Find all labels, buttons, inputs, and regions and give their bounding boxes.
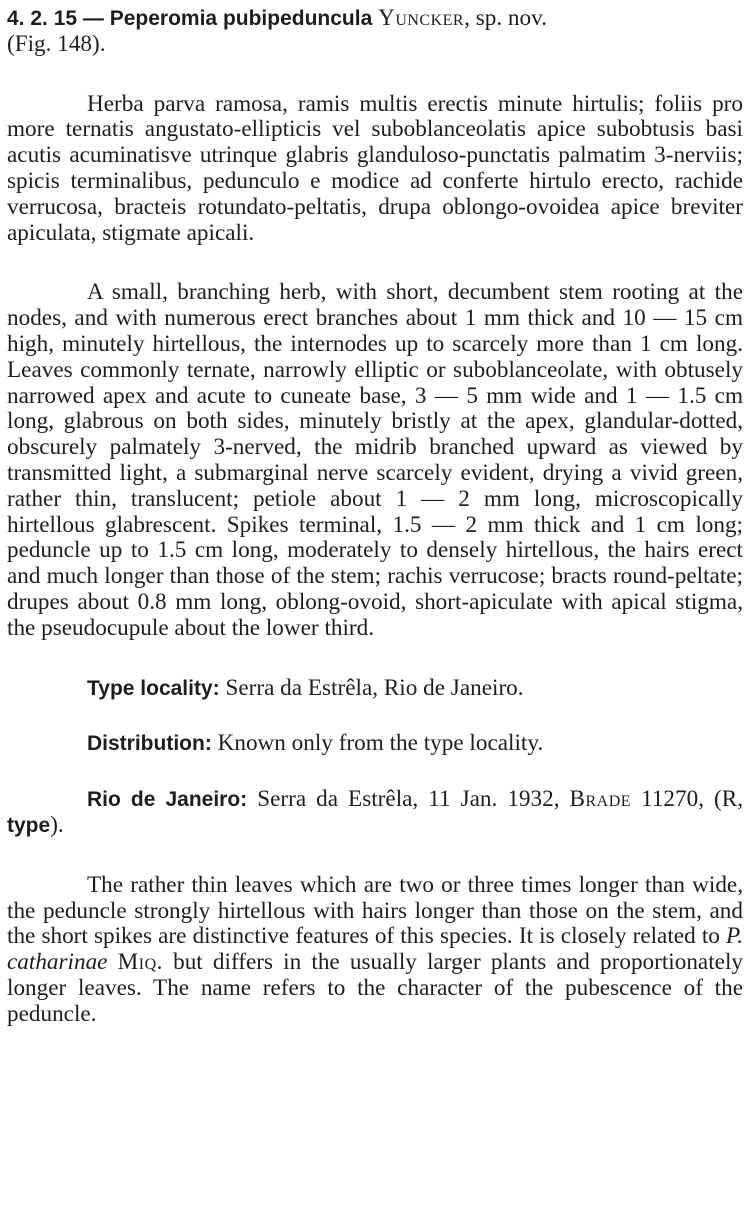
distribution-label: Distribution: bbox=[87, 732, 212, 756]
species-status: , sp. nov. bbox=[464, 5, 547, 31]
species-heading bbox=[7, 6, 743, 58]
document-page bbox=[7, 6, 743, 1028]
english-description: A small, branching herb, with short, decumbent stem rooting at the nodes, and with numerous erect branches about 1 mm thick and 10 — 15 cm high, minutely hirtellous, the internodes up to scarcely more than 1 cm long. Leaves commonly ternate, narrowly elliptic or suboblanceolate, with obtusely narrowed apex and acute to cuneate base, 3 — 5 mm wide and 1 — 1.5 cm long, glabrous on both sides, minutely bristly at the apex, glandular-dotted, obscurely palmately 3-nerved, the midrib branched upward as viewed by transmitted light, a submarginal nerve scarcely evident, drying a vivid green, rather thin, translucent; petiole about 1 — 2 mm long, microscopically hirtellous glabrescent. Spikes terminal, 1.5 — 2 mm thick and 1 cm long; peduncle up to 1.5 cm long, moderately to densely hirtellous, the hairs erect and much longer than those of the stem; rachis verrucose; bracts round-peltate; drupes about 0.8 mm long, oblong-ovoid, short-apiculate with apical stigma, the pseudocupule about the lower third. bbox=[7, 279, 743, 641]
distribution bbox=[7, 731, 743, 757]
specimen-end: ). bbox=[50, 811, 64, 838]
specimen-number: 11270, (R, bbox=[641, 786, 744, 813]
latin-description: Herba parva ramosa, ramis multis erectis minute hirtulis; foliis pro more ternatis angustato-ellipticis vel suboblanceolatis apice subobtusis basi acutis acuminatisve utrinque glabris glanduloso-punctatis palmatim 3-nerviis; spicis terminalibus, pedunculo e modice ad conferte hirtulo erecto, rachide verrucosa, bracteis rotundato-peltatis, drupa oblongo-ovoidea apice breviter apiculata, stigmate apicali. bbox=[7, 90, 743, 246]
heading-dash: — bbox=[77, 7, 110, 30]
figure-reference: (Fig. 148). bbox=[7, 30, 106, 57]
specimen-collector: Brade bbox=[569, 786, 632, 813]
species-name: Peperomia pubipeduncula bbox=[109, 7, 373, 30]
type-locality-label: Type locality: bbox=[87, 676, 220, 700]
species-number: 4. 2. 15 bbox=[7, 7, 78, 30]
specimen-region-label: Rio de Janeiro: bbox=[87, 788, 248, 812]
type-locality bbox=[7, 676, 743, 702]
related-species-author: Miq. bbox=[117, 949, 163, 976]
specimen-type-tag: type bbox=[7, 813, 51, 837]
distribution-value: Known only from the type locality. bbox=[217, 730, 544, 757]
type-locality-value: Serra da Estrêla, Rio de Janeiro. bbox=[225, 674, 524, 701]
specimen-locality: Serra da Estrêla, 11 Jan. 1932, bbox=[257, 786, 560, 813]
species-author: Yuncker bbox=[378, 5, 465, 31]
diagnostic-notes bbox=[7, 873, 743, 1028]
notes-part-2: but differs in the usually larger plants and proportionately longer leaves. The name refers to the character of the pubescence of the peduncle. bbox=[7, 949, 743, 1027]
specimen-citation bbox=[7, 787, 743, 839]
notes-part-1: The rather thin leaves which are two or three times longer than wide, the peduncle strongly hirtellous with hairs longer than those on the stem, and the short spikes are distinctive features of this species. It is closely related to bbox=[7, 871, 743, 950]
related-species: P. catharinae bbox=[7, 923, 743, 976]
